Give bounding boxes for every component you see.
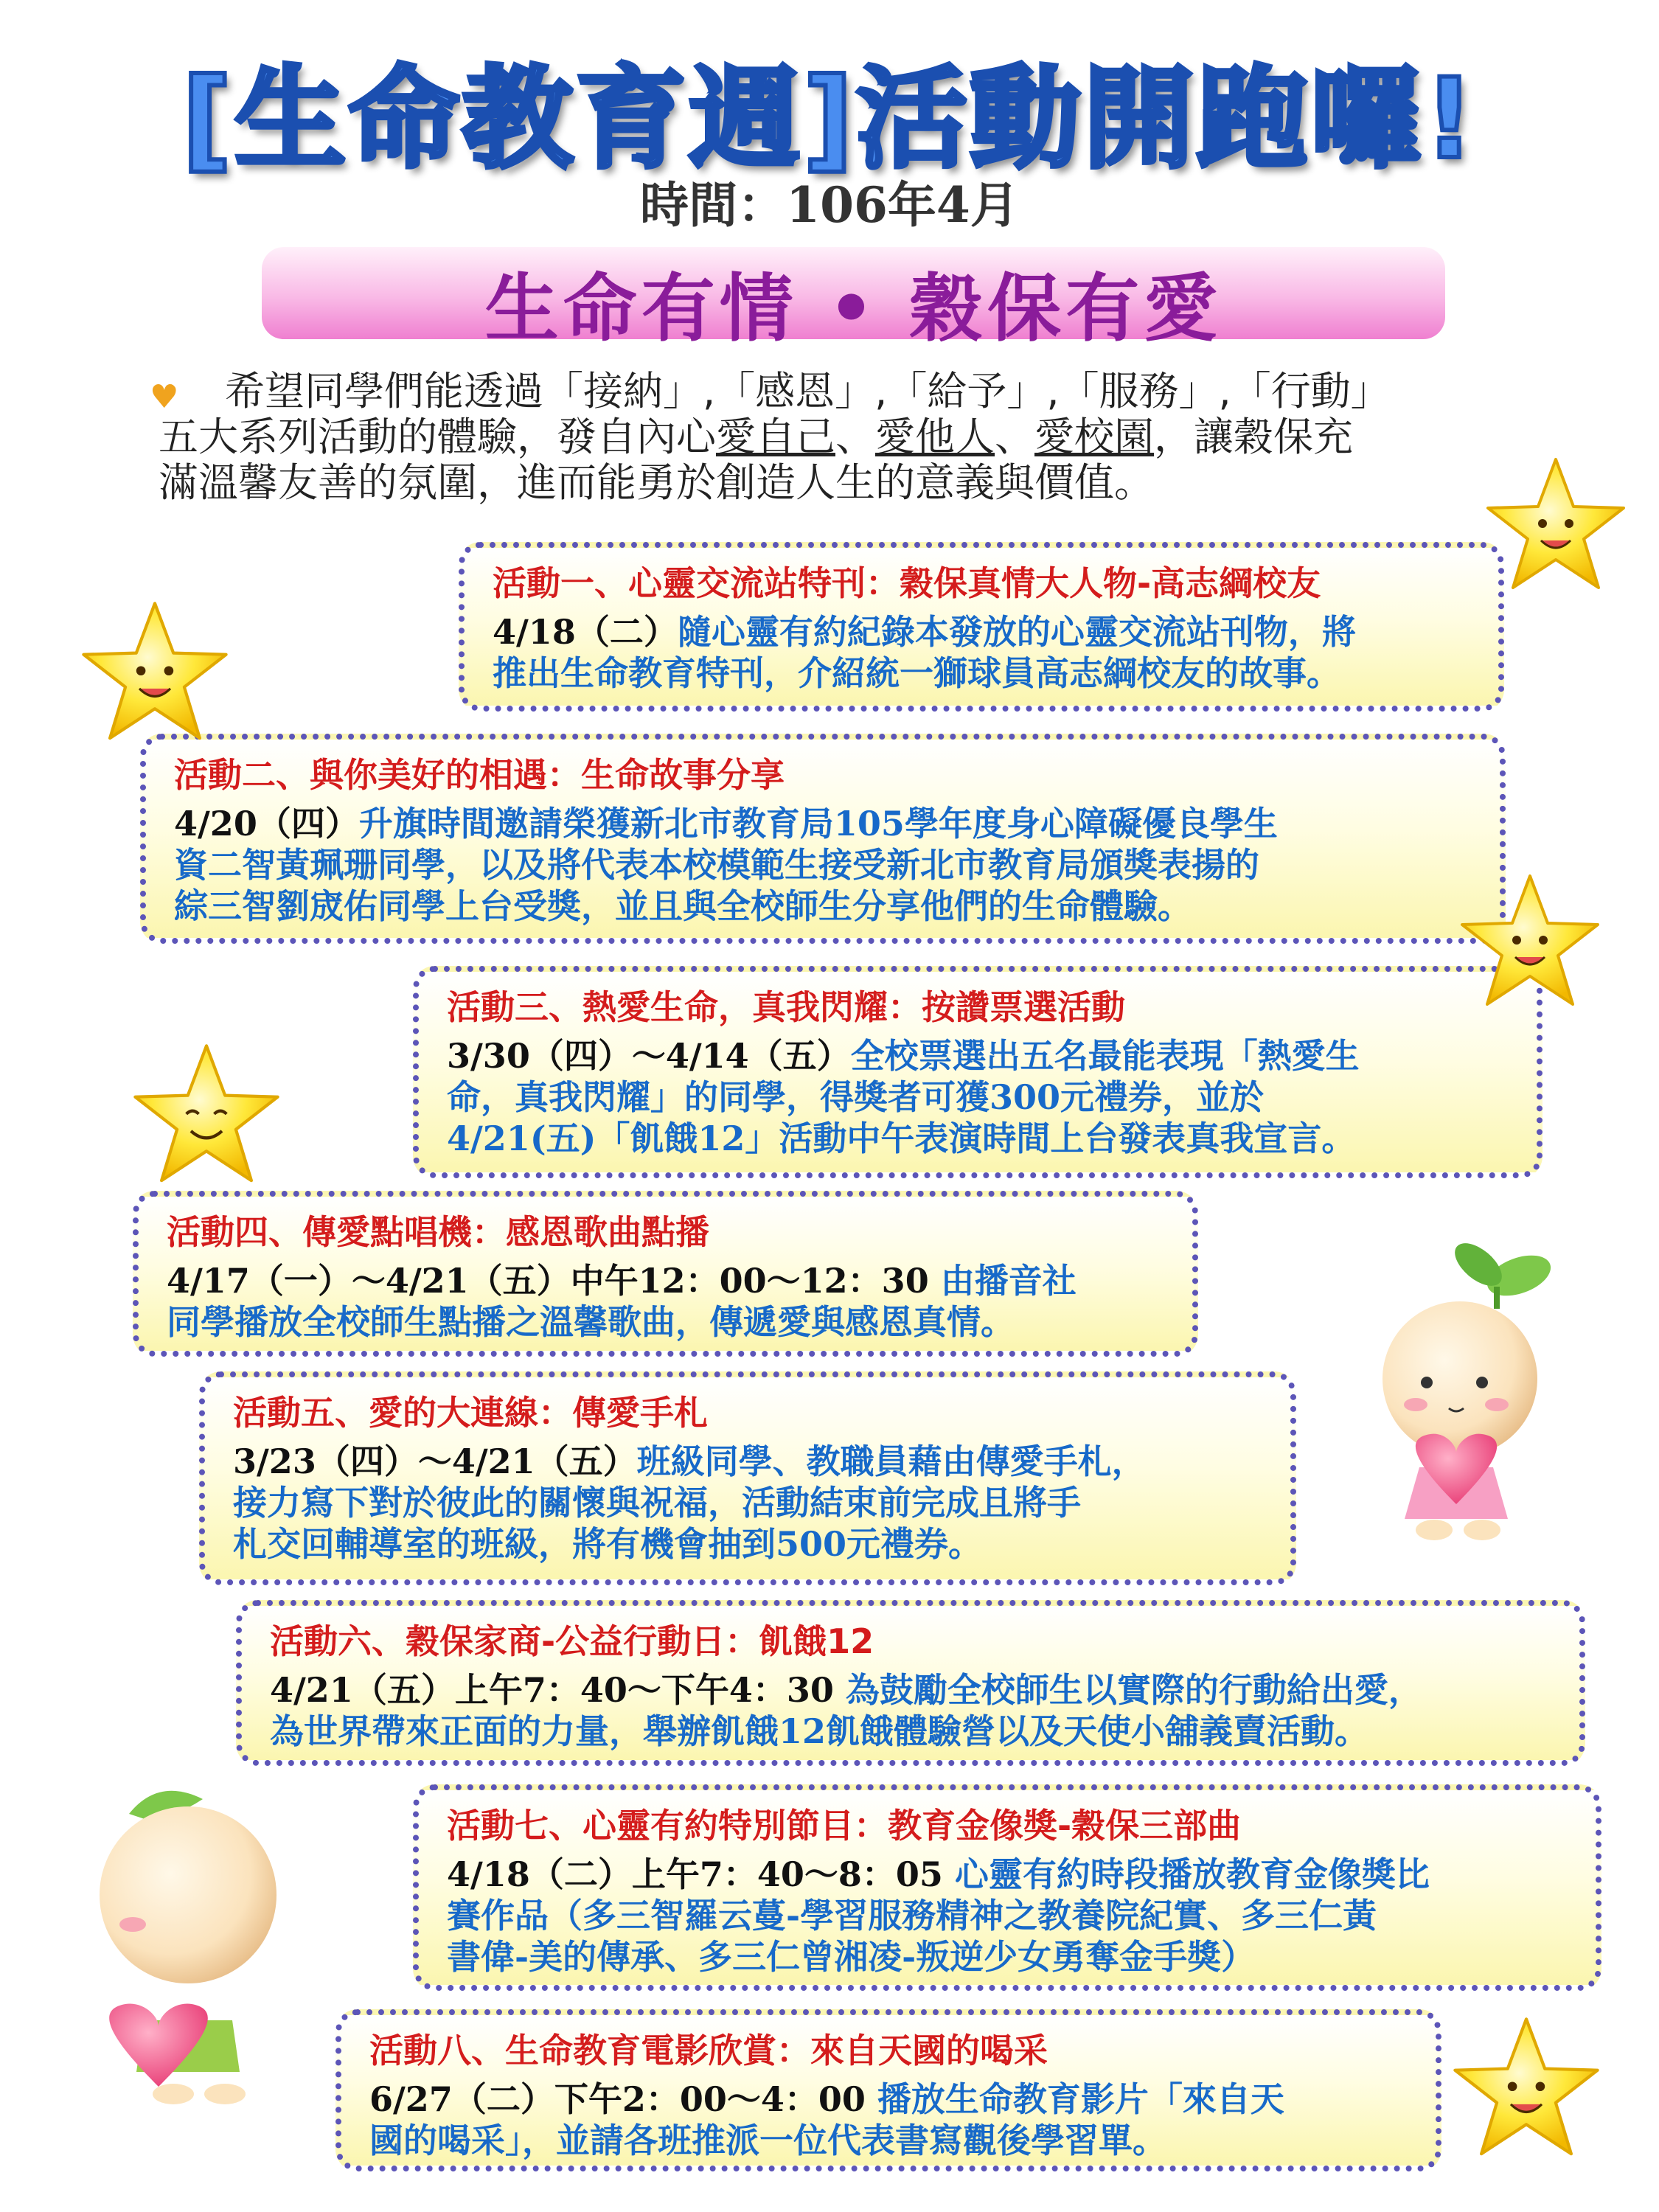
- activity-title: 活動六、穀保家商-公益行動日：飢餓12: [270, 1621, 874, 1661]
- activity-card-8: [335, 2009, 1441, 2171]
- activity-title: 活動四、傳愛點唱機：感恩歌曲點播: [167, 1212, 709, 1252]
- smiling-star-icon: [1449, 2013, 1604, 2168]
- slogan-text: 生命有情 • 穀保有愛: [484, 265, 1222, 352]
- activity-card-5: [199, 1371, 1296, 1585]
- activity-body: 4/18（二）隨心靈有約紀錄本發放的心靈交流站刊物，將 推出生命教育特刊，介紹統一獅球員高志綱校友的故事。: [493, 612, 1356, 693]
- heart-character-icon: [63, 1770, 313, 2109]
- page-title: [生命教育週]活動開跑囉!: [181, 55, 1478, 184]
- activity-card-7: [413, 1784, 1601, 1991]
- activity-body: 6/27（二）下午2：00～4：00 播放生命教育影片「來自天 國的喝采」，並請各班推派一位代表書寫觀後學習單。: [369, 2079, 1284, 2160]
- activity-title: 活動二、與你美好的相遇：生命故事分享: [174, 755, 785, 795]
- activity-title: 活動八、生命教育電影欣賞：來自天國的喝采: [369, 2031, 1048, 2070]
- activity-body: 4/18（二）上午7：40～8：05 心靈有約時段播放教育金像獎比 賽作品（多三智羅云蔓-學習服務精神之教養院紀實、多三仁黃 書偉-美的傳承、多三仁曾湘凌-叛逆少女勇奪金手獎）: [447, 1854, 1430, 1977]
- smiling-star-icon: [129, 1040, 284, 1194]
- activity-title: 活動七、心靈有約特別節目：教育金像獎-穀保三部曲: [447, 1806, 1242, 1846]
- activity-title: 活動一、心靈交流站特刊：穀保真情大人物-高志綱校友: [493, 563, 1321, 603]
- activity-body: 3/23（四）～4/21（五）班級同學、教職員藉由傳愛手札， 接力寫下對於彼此的關懷與祝福，活動結束前完成且將手 札交回輔導室的班級，將有機會抽到500元禮券。: [233, 1441, 1146, 1564]
- activity-body: 4/17（一）～4/21（五）中午12：00～12：30 由播音社 同學播放全校師生點播之溫馨歌曲，傳遞愛與感恩真情。: [167, 1261, 1077, 1342]
- intro-line-3: 滿溫馨友善的氛圍，進而能勇於創造人生的意義與價值。: [159, 459, 1154, 506]
- intro-line-1: 希望同學們能透過「接納」,「感恩」,「給予」,「服務」,「行動」: [225, 368, 1391, 414]
- activity-title: 活動三、熱愛生命，真我閃耀：按讚票選活動: [447, 987, 1125, 1027]
- intro-paragraph: [150, 368, 1486, 506]
- heart-icon: ♥: [150, 378, 179, 416]
- smiling-star-icon: [1482, 453, 1630, 601]
- activity-body: 3/30（四）～4/14（五）全校票選出五名最能表現「熱愛生 命，真我閃耀」的同學，得獎者可獲300元禮券，並於 4/21(五)「飢餓12」活動中午表演時間上台發表真我宣言。: [447, 1036, 1360, 1158]
- activity-card-4: [133, 1191, 1198, 1357]
- activity-body: 4/20（四）升旗時間邀請榮獲新北市教育局105學年度身心障礙優良學生 資二智黃珮珊同學，以及將代表本校模範生接受新北市教育局頒獎表揚的 綜三智劉宬佑同學上台受獎，並且與全校師生分享他們的生命體驗。: [174, 804, 1278, 926]
- activity-title: 活動五、愛的大連線：傳愛手札: [233, 1393, 708, 1433]
- intro-line-2: 五大系列活動的體驗，發自內心愛自己、愛他人、愛校園，讓穀保充: [159, 414, 1353, 460]
- event-time: 時間：106年4月: [640, 176, 1019, 234]
- smiling-star-icon: [77, 597, 232, 752]
- smiling-star-icon: [1456, 870, 1604, 1018]
- sprout-character-icon: [1338, 1224, 1574, 1548]
- activity-card-3: [413, 966, 1543, 1178]
- activity-body: 4/21（五）上午7：40～下午4：30 為鼓勵全校師生以實際的行動給出愛， 為世界帶來正面的力量，舉辦飢餓12飢餓體驗營以及天使小舖義賣活動。: [270, 1670, 1422, 1751]
- activity-card-2: [140, 734, 1506, 944]
- activity-card-6: [236, 1600, 1585, 1766]
- activity-card-1: [459, 542, 1504, 712]
